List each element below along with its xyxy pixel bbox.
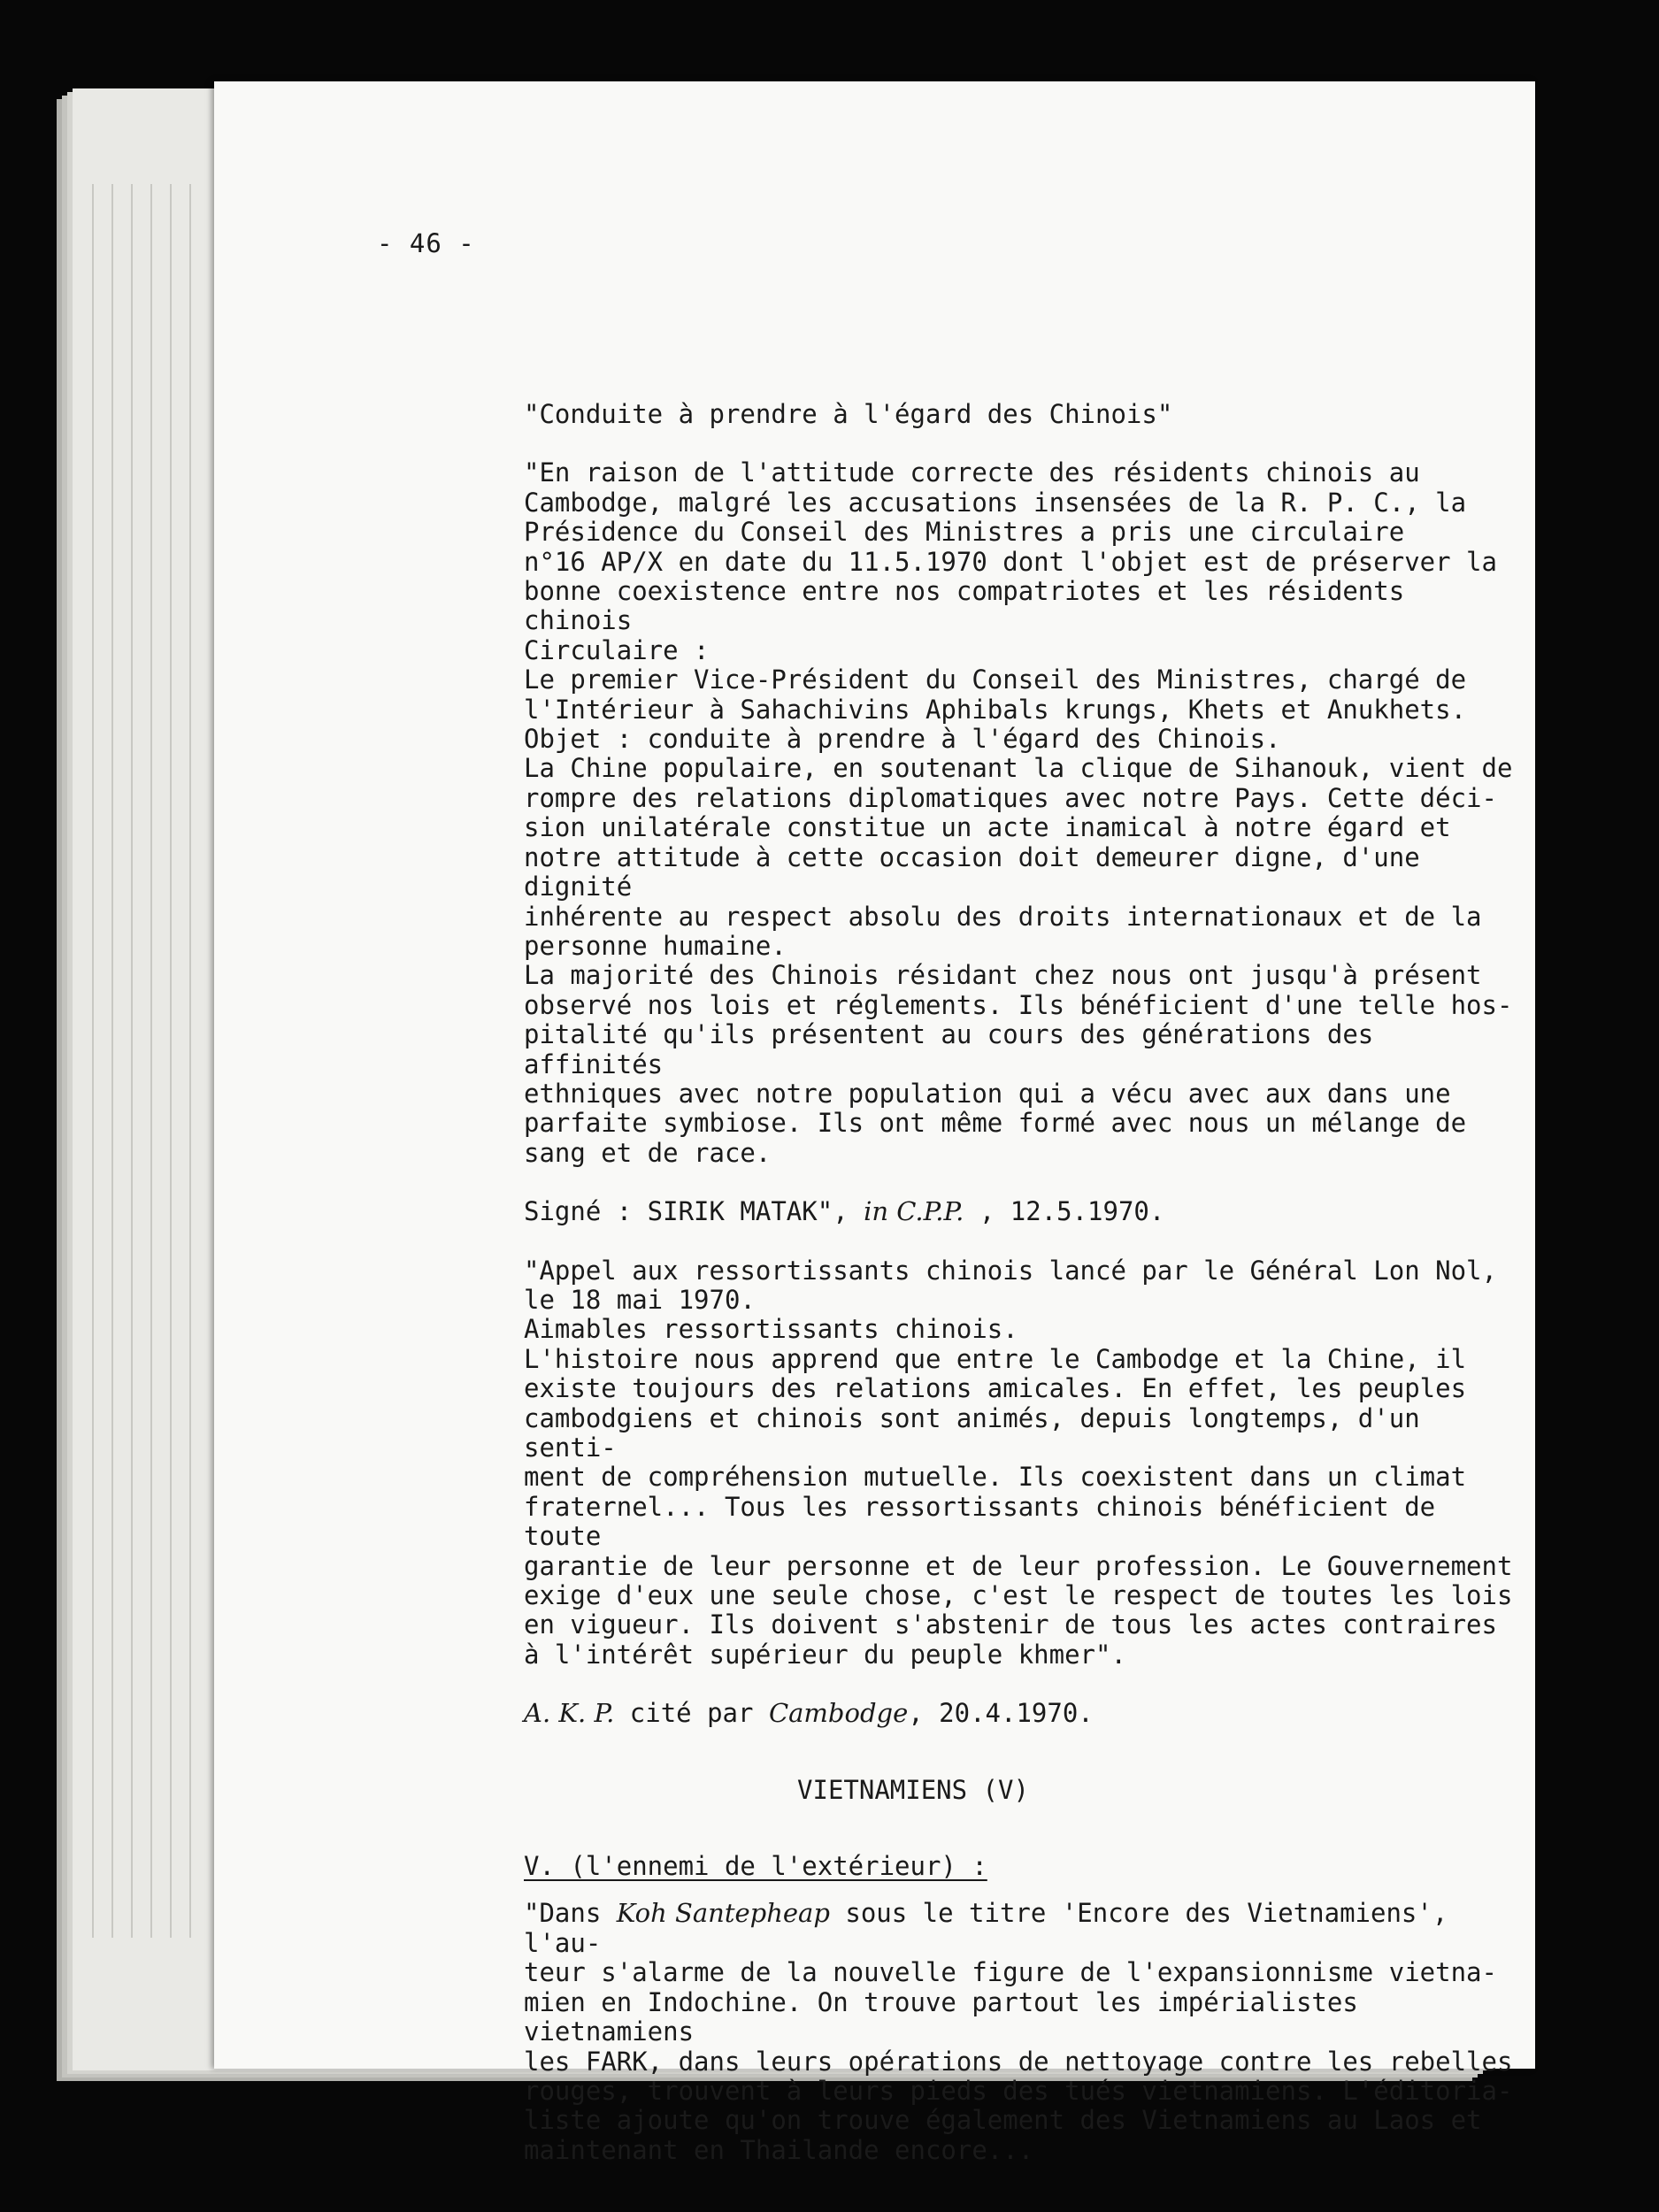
text-line: teur s'alarme de la nouvelle figure de l'expansionnisme vietna- — [524, 1957, 1497, 1988]
text-line: existe toujours des relations amicales. En effet, les peuples — [524, 1373, 1467, 1404]
citation-source: A. K. P. — [524, 1698, 615, 1729]
text-line: maintenant en Thailande encore... — [524, 2134, 1034, 2165]
signature-date: , 12.5.1970. — [964, 1196, 1165, 1227]
text-line: Circulaire : — [524, 634, 710, 665]
text-line: pitalité qu'ils présentent au cours des générations des affinités — [524, 1019, 1389, 1079]
quote-koh-santepheap — [524, 1899, 1515, 2165]
signature-source: in C.P.P. — [864, 1196, 964, 1227]
citation-journal: Cambodge — [768, 1698, 909, 1729]
text-line: Le premier Vice-Président du Conseil des Ministres, chargé de — [524, 664, 1467, 695]
quote-open: "Dans — [524, 1898, 617, 1929]
citation-line — [524, 1699, 1515, 1728]
text-line: bonne coexistence entre nos compatriotes et les résidents chinois — [524, 576, 1420, 636]
stack-page-edge — [92, 184, 94, 1938]
subheading-text: V. (l'ennemi de l'extérieur) : — [524, 1851, 987, 1882]
text-line: liste ajoute qu'on trouve également des Vietnamiens au Laos et — [524, 2105, 1482, 2136]
text-line: Cambodge, malgré les accusations insensées de la R. P. C., la — [524, 487, 1467, 518]
text-line: rompre des relations diplomatiques avec notre Pays. Cette déci- — [524, 782, 1497, 813]
text-line: observé nos lois et réglements. Ils bénéficient d'une telle hos- — [524, 989, 1513, 1020]
quote-circulaire — [524, 458, 1515, 1168]
text-line: notre attitude à cette occasion doit demeurer digne, d'une dignité — [524, 841, 1436, 902]
stack-page-edge — [131, 184, 133, 1938]
stack-page-edge — [189, 184, 191, 1938]
text-line: les FARK, dans leurs opérations de nettoyage contre les rebelles — [524, 2046, 1513, 2077]
citation-date: , 20.4.1970. — [908, 1698, 1094, 1729]
text-line: n°16 AP/X en date du 11.5.1970 dont l'objet est de préserver la — [524, 546, 1497, 577]
text-line — [524, 1899, 1515, 1958]
text-line: personne humaine. — [524, 930, 787, 961]
stack-page-edge — [150, 184, 152, 1938]
page-number: - 46 - — [377, 228, 475, 258]
text-line: parfaite symbiose. Ils ont même formé avec nous un mélange de — [524, 1108, 1467, 1139]
text-line: à l'intérêt supérieur du peuple khmer". — [524, 1639, 1126, 1670]
text-line: "En raison de l'attitude correcte des résidents chinois au — [524, 457, 1420, 488]
text-line: Objet : conduite à prendre à l'égard des Chinois. — [524, 724, 1281, 755]
text-line: La majorité des Chinois résidant chez nous ont jusqu'à présent — [524, 960, 1482, 991]
signature-line — [524, 1197, 1515, 1226]
section-heading: VIETNAMIENS (V) — [797, 1774, 1029, 1805]
text-line: ethniques avec notre population qui a vécu avec aux dans une — [524, 1078, 1451, 1109]
text-line: l'Intérieur à Sahachivins Aphibals krungs, Khets et Anukhets. — [524, 694, 1467, 725]
text-line: L'histoire nous apprend que entre le Cambodge et la Chine, il — [524, 1343, 1467, 1374]
subheading — [524, 1852, 1515, 1881]
text-line: en vigueur. Ils doivent s'abstenir de tous les actes contraires — [524, 1609, 1497, 1640]
section-title: "Conduite à prendre à l'égard des Chinois" — [524, 399, 1173, 429]
citation-middle: cité par — [614, 1698, 769, 1729]
stack-page-edge — [111, 184, 113, 1938]
text-line: Aimables ressortissants chinois. — [524, 1314, 1018, 1345]
text-line: rouges, trouvent à leurs pieds des tués vietnamiens. L'éditoria- — [524, 2075, 1513, 2106]
text-line: La Chine populaire, en soutenant la clique de Sihanouk, vient de — [524, 753, 1513, 784]
text-line: sion unilatérale constitue un acte inamical à notre égard et — [524, 812, 1451, 843]
signature-prefix: Signé : SIRIK MATAK", — [524, 1196, 864, 1227]
document-page — [214, 81, 1535, 2165]
quote-appel — [524, 1256, 1515, 1671]
text-line: sang et de race. — [524, 1137, 772, 1168]
text-line: garantie de leur personne et de leur profession. Le Gouvernement — [524, 1550, 1513, 1581]
text-line: le 18 mai 1970. — [524, 1284, 756, 1315]
text-line: cambodgiens et chinois sont animés, depuis longtemps, d'un senti- — [524, 1402, 1436, 1463]
text-line: ment de compréhension mutuelle. Ils coexistent dans un climat — [524, 1462, 1467, 1493]
newspaper-title: Koh Santepheap — [616, 1898, 830, 1929]
text-line: fraternel... Tous les ressortissants chinois bénéficient de toute — [524, 1491, 1451, 1552]
text-line: Présidence du Conseil des Ministres a pris une circulaire — [524, 517, 1405, 548]
stack-page-edge — [170, 184, 172, 1938]
page-body — [524, 400, 1515, 2165]
text-line: "Appel aux ressortissants chinois lancé par le Général Lon Nol, — [524, 1255, 1497, 1286]
quote-continuation: sous le titre 'Encore des Vietnamiens', l'au- — [524, 1898, 1463, 1958]
text-line: exige d'eux une seule chose, c'est le respect de toutes les lois — [524, 1580, 1513, 1611]
text-line: mien en Indochine. On trouve partout les impérialistes vietnamiens — [524, 1986, 1374, 2047]
text-line: inhérente au respect absolu des droits internationaux et de la — [524, 901, 1482, 932]
